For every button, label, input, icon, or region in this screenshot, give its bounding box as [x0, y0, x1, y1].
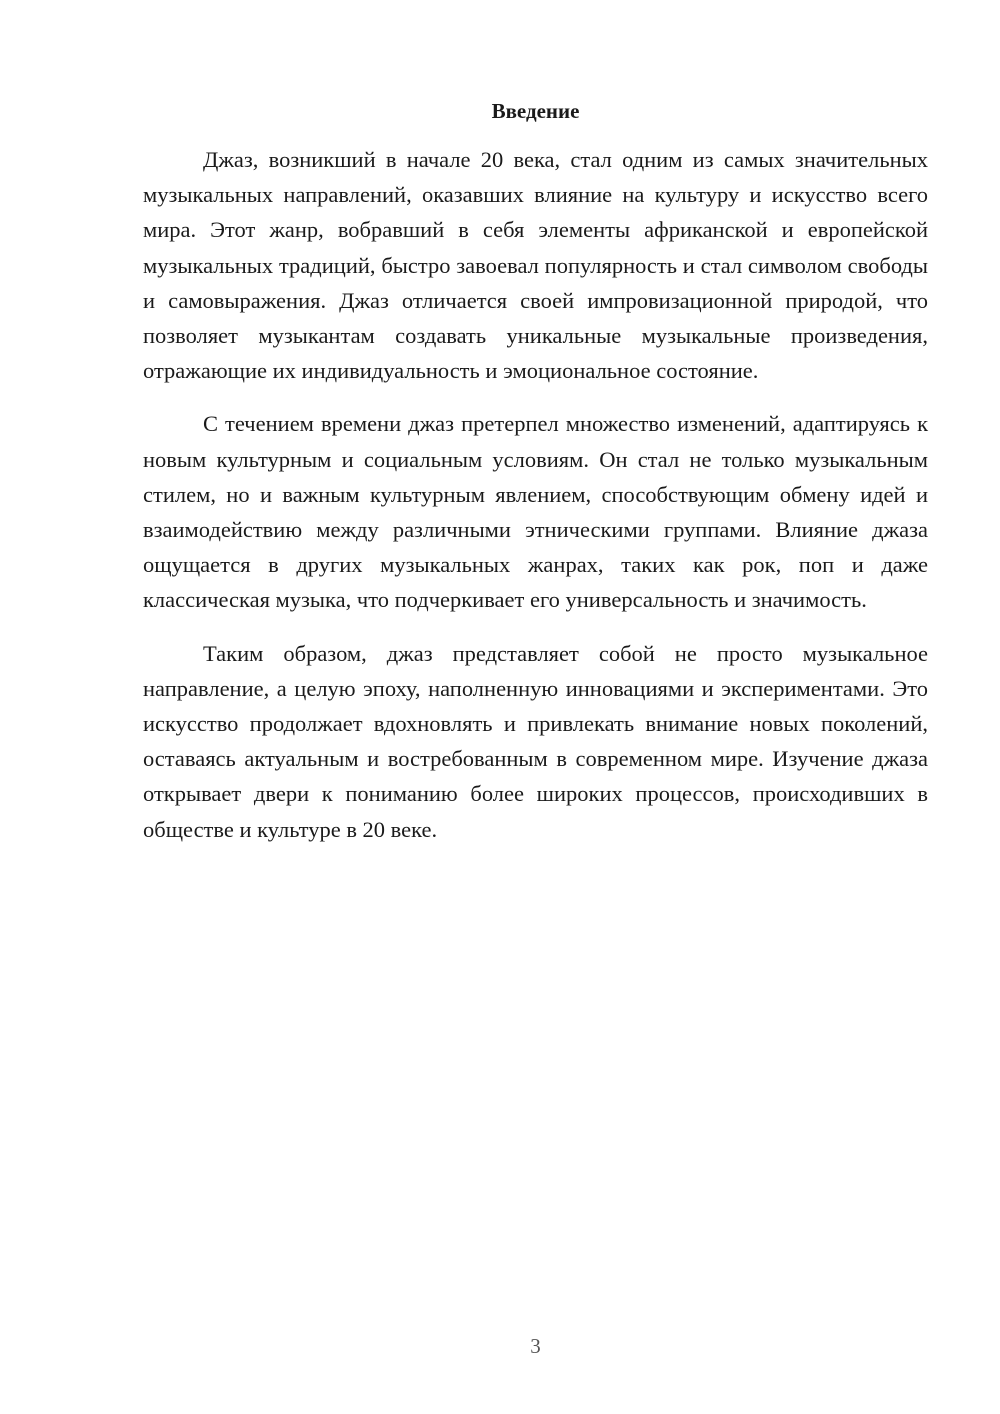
paragraph-2: С течением времени джаз претерпел множество изменений, адаптируясь к новым культурным и социальным условиям. Он стал не только музыкальным стилем, но и важным культурным явлением, способствующим обмену идей и взаимодействию между различными этническими группами. Влияние джаза ощущается в других музыкальных жанрах, таких как рок, поп и даже классическая музыка, что подчеркивает его универсальность и значимость. [143, 411, 928, 613]
page-number: 3 [530, 1334, 541, 1358]
paragraph-1: Джаз, возникший в начале 20 века, стал одним из самых значительных музыкальных направлений, оказавших влияние на культуру и искусство всего мира. Этот жанр, вобравший в себя элементы африканской и европейской музыкальных традиций, быстро завоевал популярность и стал символом свободы и самовыражения. Джаз отличается своей импровизационной природой, что позволяет музыкантам создавать уникальные музыкальные произведения, отражающие их индивидуальность и эмоциональное состояние. [143, 147, 928, 384]
page-title: Введение [491, 99, 580, 123]
body-text [143, 142, 928, 865]
paragraph-3: Таким образом, джаз представляет собой не просто музыкальное направление, а целую эпоху, наполненную инновациями и экспериментами. Это искусство продолжает вдохновлять и привлекать внимание новых поколений, оставаясь актуальным и востребованным в современном мире. Изучение джаза открывает двери к пониманию более широких процессов, происходивших в обществе и культуре в 20 веке. [143, 640, 928, 842]
